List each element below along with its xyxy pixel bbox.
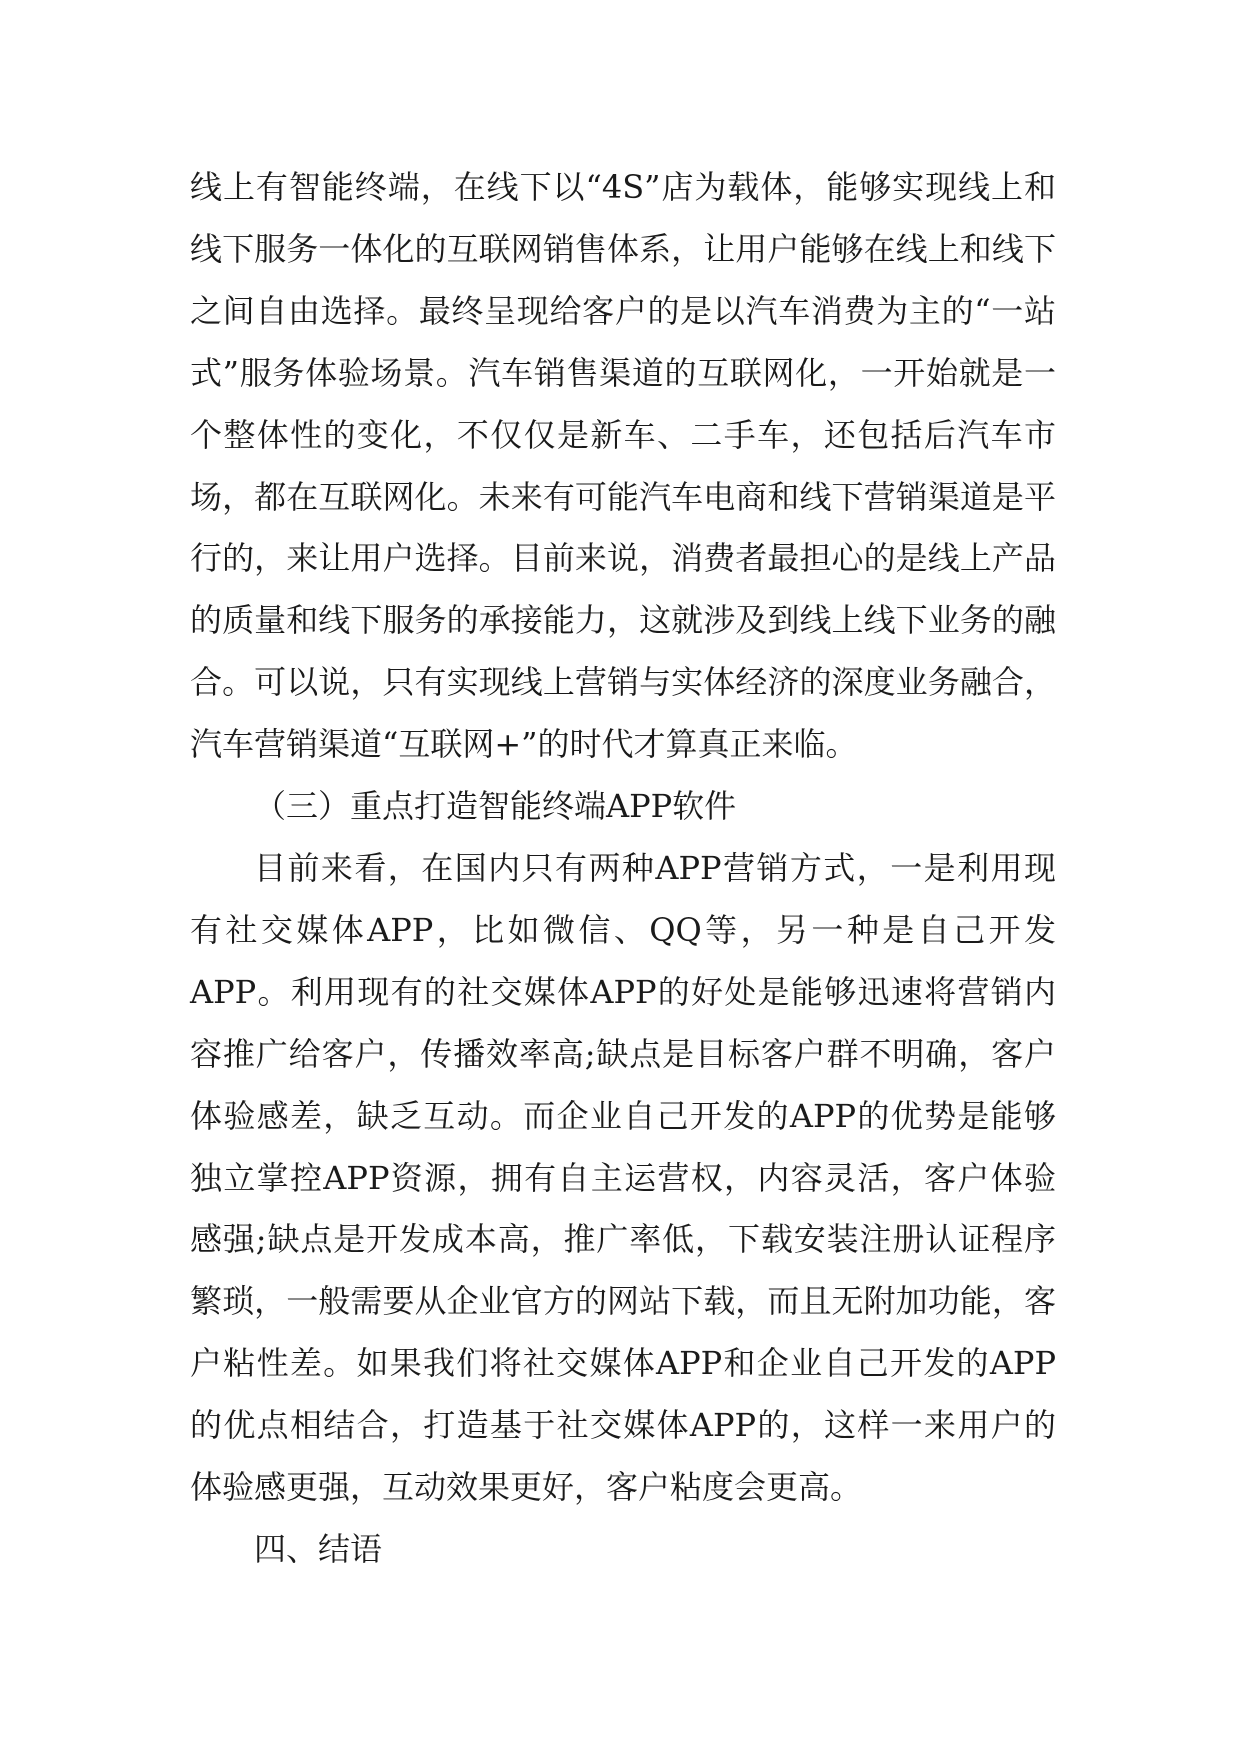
body-paragraph-app-marketing: 目前来看，在国内只有两种APP营销方式，一是利用现有社交媒体APP，比如微信、QQ等，另一种是自己开发APP。利用现有的社交媒体APP的好处是能够迅速将营销内容推广给客户，传播效率高;缺点是目标客户群不明确，客户体验感差，缺乏互动。而企业自己开发的APP的优势是能够独立掌控APP资源，拥有自主运营权，内容灵活，客户体验感强;缺点是开发成本高，推广率低，下载安装注册认证程序繁琐，一般需要从企业官方的网站下载，而且无附加功能，客户粘性差。如果我们将社交媒体APP和企业自己开发的APP的优点相结合，打造基于社交媒体APP的，这样一来用户的体验感更强，互动效果更好，客户粘度会更高。 <box>190 848 1056 1507</box>
section-heading-4: 四、结语 <box>254 1529 383 1568</box>
body-paragraph-intro: 线上有智能终端，在线下以“4S”店为载体，能够实现线上和线下服务一体化的互联网销售体系，让用户能够在线上和线下之间自由选择。最终呈现给客户的是以汽车消费为主的“一站式”服务体验场景。汽车销售渠道的互联网化，一开始就是一个整体性的变化，不仅仅是新车、二手车，还包括后汽车市场，都在互联网化。未来有可能汽车电商和线下营销渠道是平行的，来让用户选择。目前来说，消费者最担心的是线上产品的质量和线下服务的承接能力，这就涉及到线上线下业务的融合。可以说，只有实现线上营销与实体经济的深度业务融合，汽车营销渠道“互联网+”的时代才算真正来临。 <box>190 168 1056 764</box>
section-heading-3: （三）重点打造智能终端APP软件 <box>254 787 737 826</box>
document-body <box>190 157 1056 1581</box>
